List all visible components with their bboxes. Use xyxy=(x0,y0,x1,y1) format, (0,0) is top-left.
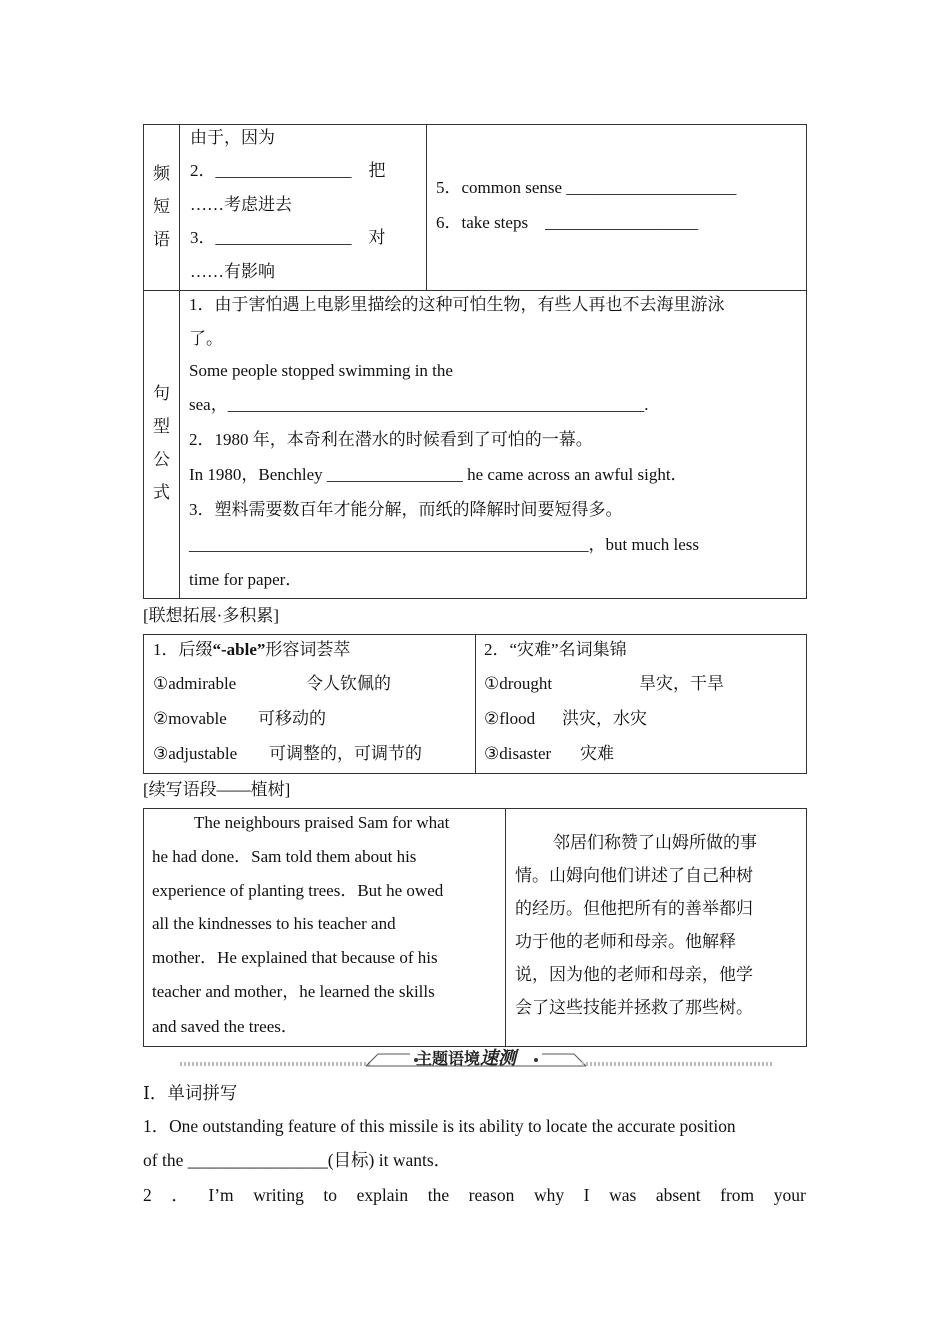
sentence-content-cell xyxy=(180,291,807,599)
writing-table xyxy=(143,808,807,1047)
q2-word: explain xyxy=(356,1185,409,1205)
expand-left-title-prefix: 1．后缀 xyxy=(153,640,213,659)
sentence-label-char: 公 xyxy=(153,450,170,469)
expand-item-word: ②movable xyxy=(153,709,227,728)
q2-word: absent xyxy=(655,1185,701,1205)
vocab-line: 6．take steps __________________ xyxy=(436,213,699,232)
expand-item xyxy=(153,674,236,694)
writing-chinese-line: 说，因为他的老师和母亲，他学 xyxy=(515,965,753,984)
q2-word: to xyxy=(323,1185,338,1205)
banner-title-normal: 主题语境 xyxy=(416,1049,481,1068)
sentence-line: 3．塑料需要数百年才能分解，而纸的降解时间要短得多。 xyxy=(189,500,623,519)
exercise-q1-line2: of the ________________(目标) it wants． xyxy=(143,1150,452,1170)
writing-chinese-line: 的经历。但他把所有的善举都归 xyxy=(515,899,753,918)
sentence-line: _______________________________________________，but much less xyxy=(189,535,699,554)
sentence-line: In 1980，Benchley ________________ he came across an awful sight． xyxy=(189,465,688,484)
section-heading-lianxiang: [联想拓展·多积累] xyxy=(143,606,279,625)
expand-item xyxy=(153,709,227,729)
expand-left-title-suffix: 形容词荟萃 xyxy=(265,640,351,659)
expand-item-word: ①drought xyxy=(484,674,553,693)
expand-left-title-bold: “-able” xyxy=(212,640,266,659)
sentence-line: 了。 xyxy=(189,329,223,348)
sentence-line: 1．由于害怕遇上电影里描绘的这种可怕生物，有些人再也不去海里游泳 xyxy=(189,295,725,314)
vocab-line: 3．________________ 对 xyxy=(190,228,386,247)
vocab-line: 由于，因为 xyxy=(190,128,275,147)
expand-item-word: ③disaster xyxy=(484,744,552,763)
expand-item-meaning: 令人钦佩的 xyxy=(306,674,391,693)
q2-word: I xyxy=(583,1185,590,1205)
writing-english-cell xyxy=(144,809,506,1047)
sentence-label-cell xyxy=(144,291,180,599)
vocab-label-cell xyxy=(144,125,180,291)
q2-word: your xyxy=(773,1185,806,1205)
q2-word: ． xyxy=(171,1185,189,1205)
writing-english-line: teacher and mother，he learned the skills xyxy=(152,982,435,1001)
banner-title xyxy=(416,1044,516,1070)
writing-english-line: all the kindnesses to his teacher and xyxy=(152,914,396,933)
q2-word: I’m xyxy=(208,1185,234,1205)
expand-item-meaning: 洪灾，水灾 xyxy=(562,709,647,728)
q2-word: 2 xyxy=(143,1185,152,1205)
sentence-line: 2．1980 年，本奇利在潜水的时候看到了可怕的一幕。 xyxy=(189,430,593,449)
vocab-line: 5．common sense ____________________ xyxy=(436,178,737,197)
q2-word: from xyxy=(720,1185,755,1205)
writing-english-line: mother．He explained that because of his xyxy=(152,948,438,967)
q2-word: was xyxy=(609,1185,637,1205)
expand-item-word: ③adjustable xyxy=(153,744,238,763)
writing-chinese-line: 情。山姆向他们讲述了自己种树 xyxy=(515,866,753,885)
sentence-line: time for paper． xyxy=(189,570,303,589)
writing-chinese-cell xyxy=(506,809,807,1047)
expand-item-meaning: 旱灾，干旱 xyxy=(639,674,724,693)
vocab-label-char: 短 xyxy=(153,197,170,216)
writing-english-line: he had done．Sam told them about his xyxy=(152,847,417,866)
expand-item-word: ②flood xyxy=(484,709,536,728)
vocab-col2-cell xyxy=(427,125,807,291)
expand-item xyxy=(153,744,237,764)
writing-english-line: The neighbours praised Sam for what xyxy=(194,813,450,832)
expand-item-meaning: 可调整的，可调节的 xyxy=(269,744,422,763)
sentence-line: Some people stopped swimming in the xyxy=(189,361,453,380)
vocab-label-char: 频 xyxy=(153,164,170,183)
exercise-q2-line1 xyxy=(143,1185,806,1205)
writing-chinese-line: 功于他的老师和母亲。他解释 xyxy=(515,932,736,951)
q2-word: why xyxy=(533,1185,565,1205)
expand-right-title: 2．“灾难”名词集锦 xyxy=(484,640,627,659)
vocab-table xyxy=(143,124,807,291)
writing-english-line: and saved the trees． xyxy=(152,1017,298,1036)
q2-word: the xyxy=(427,1185,450,1205)
sentence-label-char: 句 xyxy=(153,384,170,403)
expand-table xyxy=(143,634,807,774)
expand-left-cell xyxy=(144,635,476,774)
sentence-label-char: 型 xyxy=(153,417,170,436)
expand-right-cell xyxy=(476,635,807,774)
writing-chinese-line: 邻居们称赞了山姆所做的事 xyxy=(553,833,757,852)
expand-item-meaning: 灾难 xyxy=(580,744,614,763)
vocab-col1-cell xyxy=(180,125,427,291)
expand-item-meaning: 可移动的 xyxy=(258,709,326,728)
q2-word: reason xyxy=(468,1185,515,1205)
banner-dots-right xyxy=(582,1062,772,1066)
writing-english-line: experience of planting trees．But he owed xyxy=(152,881,444,900)
vocab-line: ……考虑进去 xyxy=(190,195,292,214)
sentence-line: sea，_________________________________________________. xyxy=(189,395,649,414)
section-banner xyxy=(180,1044,772,1068)
expand-left-title xyxy=(153,640,350,660)
expand-item-word: ①admirable xyxy=(153,674,237,693)
vocab-line: ……有影响 xyxy=(190,262,275,281)
vocab-line: 2．________________ 把 xyxy=(190,161,386,180)
writing-chinese-line: 会了这些技能并拯救了那些树。 xyxy=(515,998,753,1017)
banner-dots-left xyxy=(180,1062,370,1066)
section-heading-xuxie: [续写语段——植树] xyxy=(143,780,291,799)
vocab-label-char: 语 xyxy=(153,230,170,249)
sentence-table xyxy=(143,290,807,599)
banner-title-big: 速测 xyxy=(480,1048,517,1069)
exercise-q1-line1: 1．One outstanding feature of this missile is its ability to locate the accurate position xyxy=(143,1116,736,1136)
exercise-section-title: Ⅰ．单词拼写 xyxy=(143,1083,238,1103)
sentence-label-char: 式 xyxy=(153,483,170,502)
q2-word: writing xyxy=(253,1185,304,1205)
